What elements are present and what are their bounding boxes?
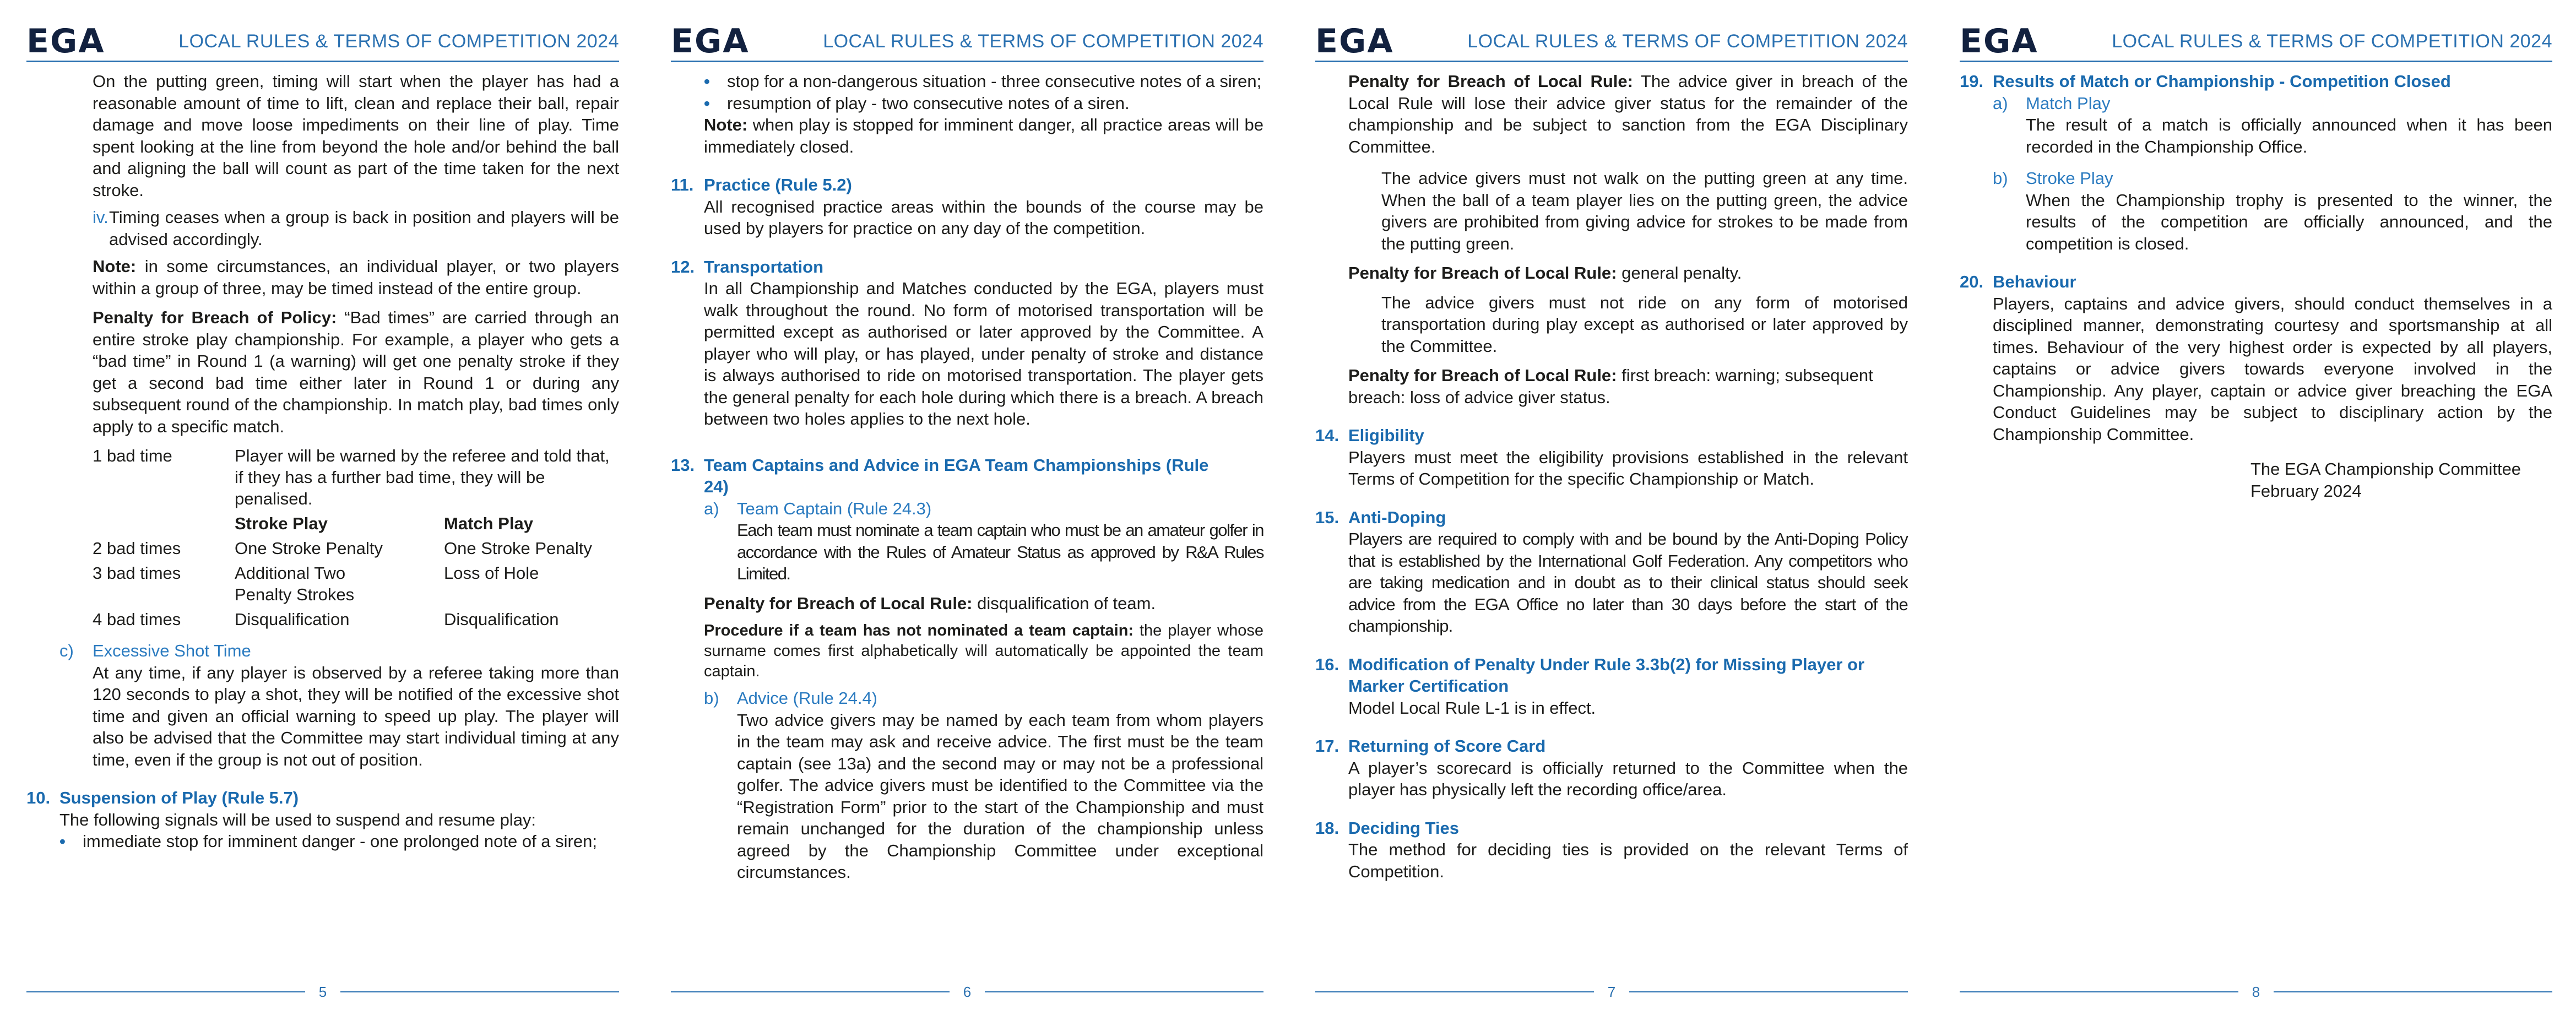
table-cell: 4 bad times [93,610,181,629]
section-20 [1960,271,2552,293]
paragraph: Two advice givers may be named by each team from whom players in the team may ask and receive advice. The first must be the team captain (see 13a) and the second may or may not be a professional golfer. The advice givers must be identified to the Committee via the “Registration Form” prior to the start of the Championship and must remain unchanged for the duration of the championship unless agreed by the Championship Committee under exceptional circumstances. [737,710,1263,882]
section-title: Results of Match or Championship - Competition Closed [1993,72,2451,91]
bullet-icon: • [704,93,710,113]
section-17 [1315,735,1908,757]
header-title: LOCAL RULES & TERMS OF COMPETITION 2024 [823,31,1263,52]
page-number: 7 [1607,984,1616,1000]
page-header [671,22,1263,62]
section-number: 18. [1315,818,1339,838]
paragraph: A player’s scorecard is officially returned to the Committee when the player has physically left the recording office/area. [1348,758,1908,799]
page-header [26,22,619,62]
paragraph: Model Local Rule L-1 is in effect. [1348,698,1596,718]
header-title: LOCAL RULES & TERMS OF COMPETITION 2024 [1467,31,1908,52]
penalty-label: Penalty for Breach of Local Rule: [1348,72,1633,91]
subsection-title: Advice (Rule 24.4) [737,688,878,708]
table-cell: 3 bad times [93,563,181,583]
paragraph: The result of a match is officially announced when it has been recorded in the Championship Office. [2026,115,2552,156]
section-number: 17. [1315,736,1339,756]
page-content [26,70,619,853]
table-cell: 2 bad times [93,539,181,558]
paragraph: Players are required to comply with and be bound by the Anti-Doping Policy that is established by the International Golf Federation. Any competitors who are taking medication and in doubt as to their clinical status should seek advice from the EGA Office no later than 30 days before the start of the championship. [1348,529,1908,636]
page-content [1960,70,2552,502]
section-15 [1315,507,1908,529]
penalty-text: general penalty. [1617,263,1742,283]
page-content [671,70,1263,883]
note-text: when play is stopped for imminent danger, all practice areas will be immediately closed. [704,115,1263,156]
paragraph: Each team must nominate a team captain who must be an amateur golfer in accordance with the Rules of Amateur Status as approved by R&A Rules Limited. [737,520,1263,583]
section-title: Suspension of Play (Rule 5.7) [59,788,299,807]
column-header: Stroke Play [235,514,328,533]
page-8 [1933,0,2576,1015]
list-item [93,207,619,250]
section-title: Practice (Rule 5.2) [704,175,852,194]
note-label: Note: [704,115,748,134]
table-cell: Loss of Hole [444,563,539,583]
subsection-title: Excessive Shot Time [93,641,251,660]
page-number: 5 [318,984,327,1000]
section-12 [671,256,1263,278]
table-row [93,538,619,562]
signature-committee: The EGA Championship Committee [2250,459,2521,479]
paragraph: resumption of play - two consecutive notes of a siren. [727,93,1130,113]
subsection-number: c) [59,641,74,660]
section-number: 16. [1315,654,1339,674]
bullet-icon: • [704,72,710,91]
section-16 [1315,654,1908,697]
paragraph: In all Championship and Matches conducted by the EGA, players must walk throughout the round. No form of motorised transportation will be permitted except as authorised or later approved by the Committee. A player who will play, or has played, under penalty of stroke and distance is always authorised to ride on motorised transportation. The player gets the general penalty for each hole during which there is a breach. A breach between two holes applies to the next hole. [704,279,1263,428]
subsection-number: b) [1993,169,2008,188]
section-11 [671,174,1263,196]
page-content [1315,70,1908,882]
table-cell: 1 bad time [93,446,172,465]
procedure-label: Procedure if a team has not nominated a team captain: [704,622,1134,639]
penalty-paragraph [704,593,1263,615]
paragraph: All recognised practice areas within the bounds of the course may be used by players for practice on any day of the competition. [704,197,1263,238]
penalty-text: disqualification of team. [972,593,1156,613]
column-header: Match Play [444,514,533,533]
ega-logo: EGA [26,22,105,61]
page-header [1960,22,2552,62]
table-cell: One Stroke Penalty [444,539,592,558]
paragraph: immediate stop for imminent danger - one prolonged note of a siren; [83,832,597,851]
table-row [93,609,619,633]
ega-logo: EGA [1315,22,1394,61]
page-6 [644,0,1289,1015]
penalty-text: The advice giver in breach of the Local Rule will lose their advice giver status for the remainder of the championship and be subject to sanction from the EGA Disciplinary Committee. [1348,72,1908,156]
table-cell: Disqualification [444,610,559,629]
table-cell: Disqualification [235,610,350,629]
ega-logo: EGA [1960,22,2038,61]
note [93,256,619,299]
bullet-icon: • [59,832,66,851]
subsection-a [1993,93,2552,115]
subsection-a [704,498,1263,520]
subsection-c [59,640,619,662]
penalty-paragraph [1348,70,1908,158]
item-number: iv. [93,208,109,227]
bad-times-table [93,445,619,633]
section-number: 15. [1315,507,1339,527]
signature-date: February 2024 [2250,481,2362,501]
section-title: Modification of Penalty Under Rule 3.3b(2) for Missing Player or Marker Certification [1348,654,1865,696]
section-title: Anti-Doping [1348,507,1446,527]
section-number: 10. [26,788,51,807]
note-text: in some circumstances, an individual player, or two players within a group of three, may be timed instead of the entire group. [93,257,619,298]
penalty-label: Penalty for Breach of Local Rule: [704,593,973,613]
section-title: Eligibility [1348,426,1424,445]
table-row [93,562,619,609]
table-row [93,445,619,513]
page-footer [1960,984,2552,1000]
subsection-title: Match Play [2026,93,2111,113]
section-18 [1315,817,1908,839]
paragraph: Players, captains and advice givers, should conduct themselves in a disciplined manner, demonstrating courtesy and sportsmanship at all times. Behaviour of the very highest order is expected by all players, captains or advice givers towards everyone involved in the Championship. Any player, captain or advice giver breaching the EGA Conduct Guidelines may be subject to disciplinary action by the Championship Committee. [1993,294,2552,444]
section-title: Behaviour [1993,272,2076,291]
list-item [704,70,1263,93]
section-title: Deciding Ties [1348,818,1459,838]
paragraph: On the putting green, timing will start when the player has had a reasonable amount of time to lift, clean and replace their ball, repair damage and move loose impediments on their line of play. Time spent looking at the line from beyond the hole and/or behind the ball and aligning the ball will count as part of the time taken for the next stroke. [93,72,619,200]
page-number: 8 [2252,984,2260,1000]
paragraph: The advice givers must not walk on the putting green at any time. When the ball of a team player lies on the putting green, the advice givers are prohibited from giving advice for strokes to be made from the putting green. [1381,169,1908,253]
penalty-paragraph [1348,365,1908,408]
section-number: 12. [671,257,695,276]
page-footer [1315,984,1908,1000]
penalty-text: “Bad times” are carried through an entire stroke play championship. For example, a player who gets a “bad time” in Round 1 (a warning) will get one penalty stroke if they get a second bad time either later in Round 1 or during any subsequent round of the championship. In match play, bad times only apply to a specific match. [93,308,619,436]
section-number: 20. [1960,272,1984,291]
section-14 [1315,425,1908,447]
subsection-number: b) [704,688,719,708]
penalty-label: Penalty for Breach of Policy: [93,308,337,327]
table-cell: Additional Two Penalty Strokes [235,563,355,604]
paragraph: The advice givers must not ride on any form of motorised transportation during play except as authorised or later approved by the Committee. [1381,292,1908,356]
ega-logo: EGA [671,22,750,61]
note-label: Note: [93,257,137,276]
section-number: 19. [1960,72,1984,91]
subsection-b [704,687,1263,709]
penalty-text: first breach: warning; subsequent breach: loss of advice giver status. [1348,366,1873,407]
section-title: Returning of Score Card [1348,736,1546,756]
section-19 [1960,70,2552,93]
page-number: 6 [963,984,972,1000]
paragraph: Players must meet the eligibility provisions established in the relevant Terms of Competition for the specific Championship or Match. [1348,447,1908,488]
page-footer [671,984,1263,1000]
subsection-title: Stroke Play [2026,169,2113,188]
page-header [1315,22,1908,62]
paragraph: The following signals will be used to suspend and resume play: [59,810,536,829]
procedure-text: the player whose surname comes first alphabetically will automatically be appointed the team captain. [704,622,1263,680]
section-10 [26,787,619,809]
procedure-paragraph [704,621,1263,682]
section-number: 13. [671,455,695,475]
table-cell: One Stroke Penalty [235,539,383,558]
header-title: LOCAL RULES & TERMS OF COMPETITION 2024 [178,31,619,52]
paragraph: Timing ceases when a group is back in position and players will be advised accordingly. [109,208,619,249]
section-number: 11. [671,175,694,194]
page-footer [26,984,619,1000]
paragraph: stop for a non-dangerous situation - three consecutive notes of a siren; [727,72,1262,91]
header-title: LOCAL RULES & TERMS OF COMPETITION 2024 [2112,31,2552,52]
section-title: Transportation [704,257,824,276]
paragraph: When the Championship trophy is presented to the winner, the results of the competition are officially announced, and the competition is closed. [2026,190,2552,253]
page-5 [0,0,644,1015]
penalty-paragraph [93,307,619,437]
paragraph: The method for deciding ties is provided on the relevant Terms of Competition. [1348,840,1908,881]
paragraph: At any time, if any player is observed by a referee taking more than 120 seconds to play a shot, they will be notified of the excessive shot time and given an official warning to speed up play. The player will also be advised that the Committee may start individual timing at any time, even if the group is not out of position. [93,663,619,769]
section-title: Team Captains and Advice in EGA Team Championships (Rule 24) [704,455,1209,496]
table-header-row [93,513,619,538]
penalty-paragraph [1348,262,1908,284]
note [704,114,1263,158]
penalty-label: Penalty for Breach of Local Rule: [1348,366,1617,385]
page-7 [1289,0,1933,1015]
list-item [704,93,1263,115]
section-number: 14. [1315,426,1339,445]
subsection-title: Team Captain (Rule 24.3) [737,498,932,518]
subsection-number: a) [1993,93,2008,113]
subsection-number: a) [704,498,719,518]
table-cell: Player will be warned by the referee and told that, if they has a further bad time, they will be penalised. [235,446,610,508]
penalty-label: Penalty for Breach of Local Rule: [1348,263,1617,283]
section-13 [671,454,1263,498]
subsection-b [1993,167,2552,189]
list-item [59,831,619,853]
